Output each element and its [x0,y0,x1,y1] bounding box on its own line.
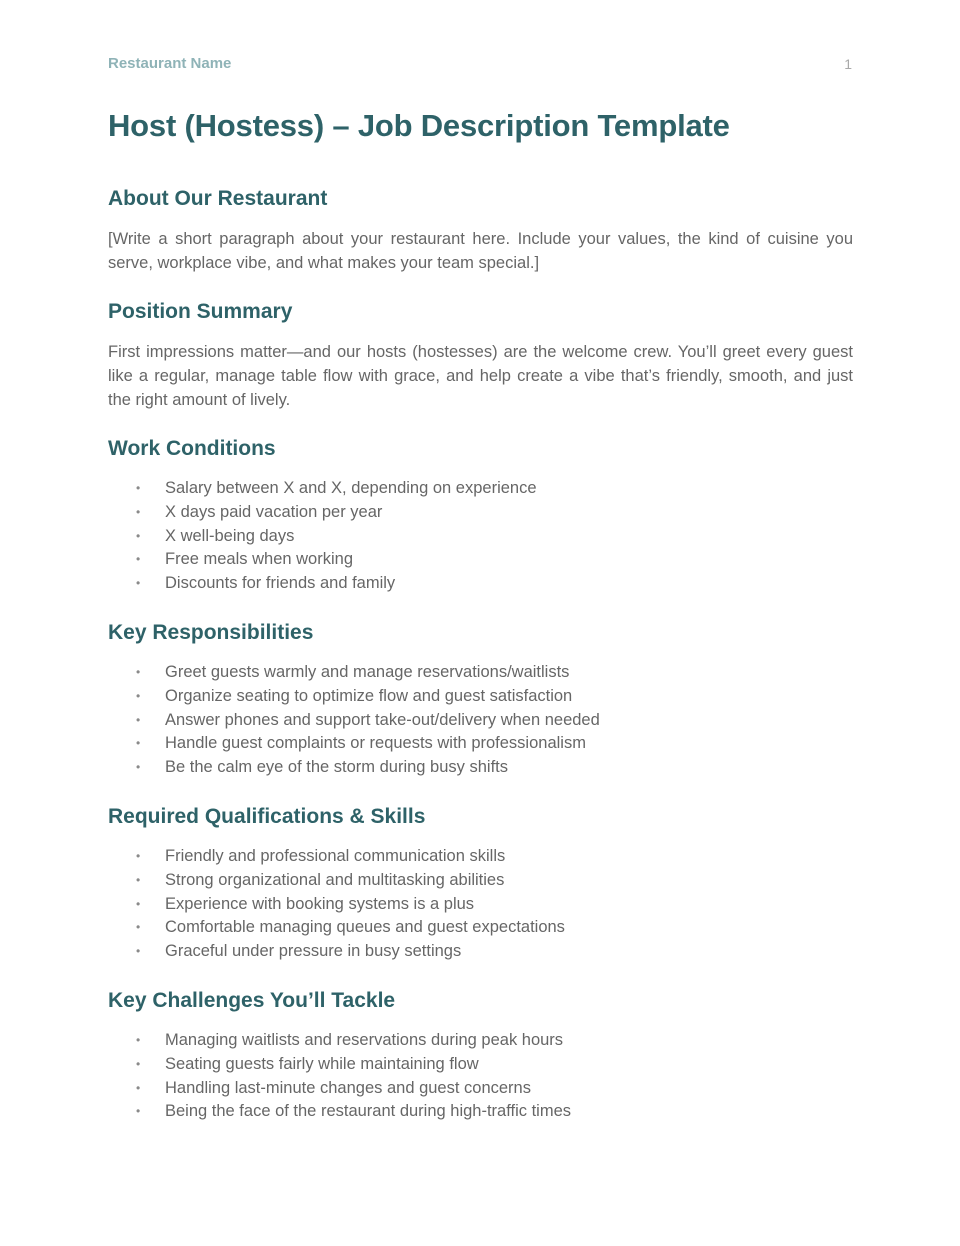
document-body [108,184,853,1146]
list-item [108,732,853,756]
bullet-icon: • [136,872,141,887]
section-key-responsibilities [108,618,853,780]
bullet-icon: • [136,552,141,567]
list-item-text: Greet guests warmly and manage reservations/waitlists [165,662,570,681]
list-item [108,940,853,964]
bullet-icon: • [136,1104,141,1119]
bullet-list [108,661,853,780]
list-item [108,893,853,917]
bullet-icon: • [136,712,141,727]
section-heading: Required Qualifications & Skills [108,804,426,828]
bullet-icon: • [136,1056,141,1071]
section-heading: Key Challenges You’ll Tackle [108,988,396,1012]
bullet-list [108,477,853,596]
bullet-icon: • [136,528,141,543]
list-item-text: Friendly and professional communication skills [165,846,506,865]
list-item-text: Strong organizational and multitasking abilities [165,870,505,889]
list-item-text: Being the face of the restaurant during high-traffic times [165,1102,572,1121]
list-item-text: Handle guest complaints or requests with professionalism [165,734,586,753]
section-key-challenges [108,986,853,1124]
list-item [108,916,853,940]
list-item [108,845,853,869]
list-item [108,501,853,525]
section-position-summary [108,297,853,412]
section-heading: Position Summary [108,300,293,323]
bullet-icon: • [136,944,141,959]
section-about-restaurant [108,184,853,275]
bullet-icon: • [136,688,141,703]
list-item [108,477,853,501]
bullet-icon: • [136,481,141,495]
bullet-icon: • [136,504,141,519]
bullet-icon: • [136,664,141,679]
bullet-icon: • [136,736,141,751]
list-item-text: Discounts for friends and family [165,574,396,593]
list-item [108,572,853,596]
section-heading: Work Conditions [108,437,276,460]
section-paragraph: First impressions matter—and our hosts (hostesses) are the welcome crew. You’ll greet every guest like a regular, manage table flow with grace, and help create a vibe that’s friendly, smooth, and just the right amount of lively. [108,343,853,409]
bullet-icon: • [136,760,141,775]
section-work-conditions [108,434,853,596]
list-item [108,709,853,733]
bullet-list [108,1029,853,1124]
bullet-icon: • [136,920,141,935]
list-item-text: Organize seating to optimize flow and guest satisfaction [165,686,573,705]
section-paragraph: [Write a short paragraph about your restaurant here. Include your values, the kind of cuisine you serve, workplace vibe, and what makes your team special.] [108,230,853,272]
list-item-text: Comfortable managing queues and guest expectations [165,918,565,937]
list-item [108,756,853,780]
document-title: Host (Hostess) – Job Description Template [108,108,730,143]
list-item-text: Free meals when working [165,550,353,569]
list-item [108,685,853,709]
list-item [108,1100,853,1124]
bullet-icon: • [136,1032,141,1047]
list-item-text: Answer phones and support take-out/delivery when needed [165,710,600,729]
list-item [108,1077,853,1101]
list-item [108,1053,853,1077]
bullet-list [108,845,853,964]
list-item-text: Experience with booking systems is a plus [165,894,475,913]
list-item-text: Seating guests fairly while maintaining flow [165,1054,479,1073]
bullet-icon: • [136,848,141,863]
bullet-icon: • [136,896,141,911]
list-item-text: X days paid vacation per year [165,502,383,521]
list-item [108,1029,853,1053]
page-number: 1 [844,56,852,72]
section-heading: Key Responsibilities [108,620,314,644]
bullet-icon: • [136,576,141,591]
list-item-text: Be the calm eye of the storm during busy shifts [165,758,508,777]
restaurant-name-header: Restaurant Name [108,55,232,72]
section-qualifications-skills [108,802,853,964]
list-item-text: Salary between X and X, depending on experience [165,479,537,497]
bullet-icon: • [136,1080,141,1095]
list-item [108,869,853,893]
list-item [108,661,853,685]
list-item-text: Managing waitlists and reservations during peak hours [165,1030,564,1049]
list-item [108,548,853,572]
list-item-text: X well-being days [165,526,295,545]
list-item-text: Graceful under pressure in busy settings [165,942,462,961]
list-item-text: Handling last-minute changes and guest concerns [165,1078,531,1097]
list-item [108,525,853,549]
section-heading: About Our Restaurant [108,187,328,210]
